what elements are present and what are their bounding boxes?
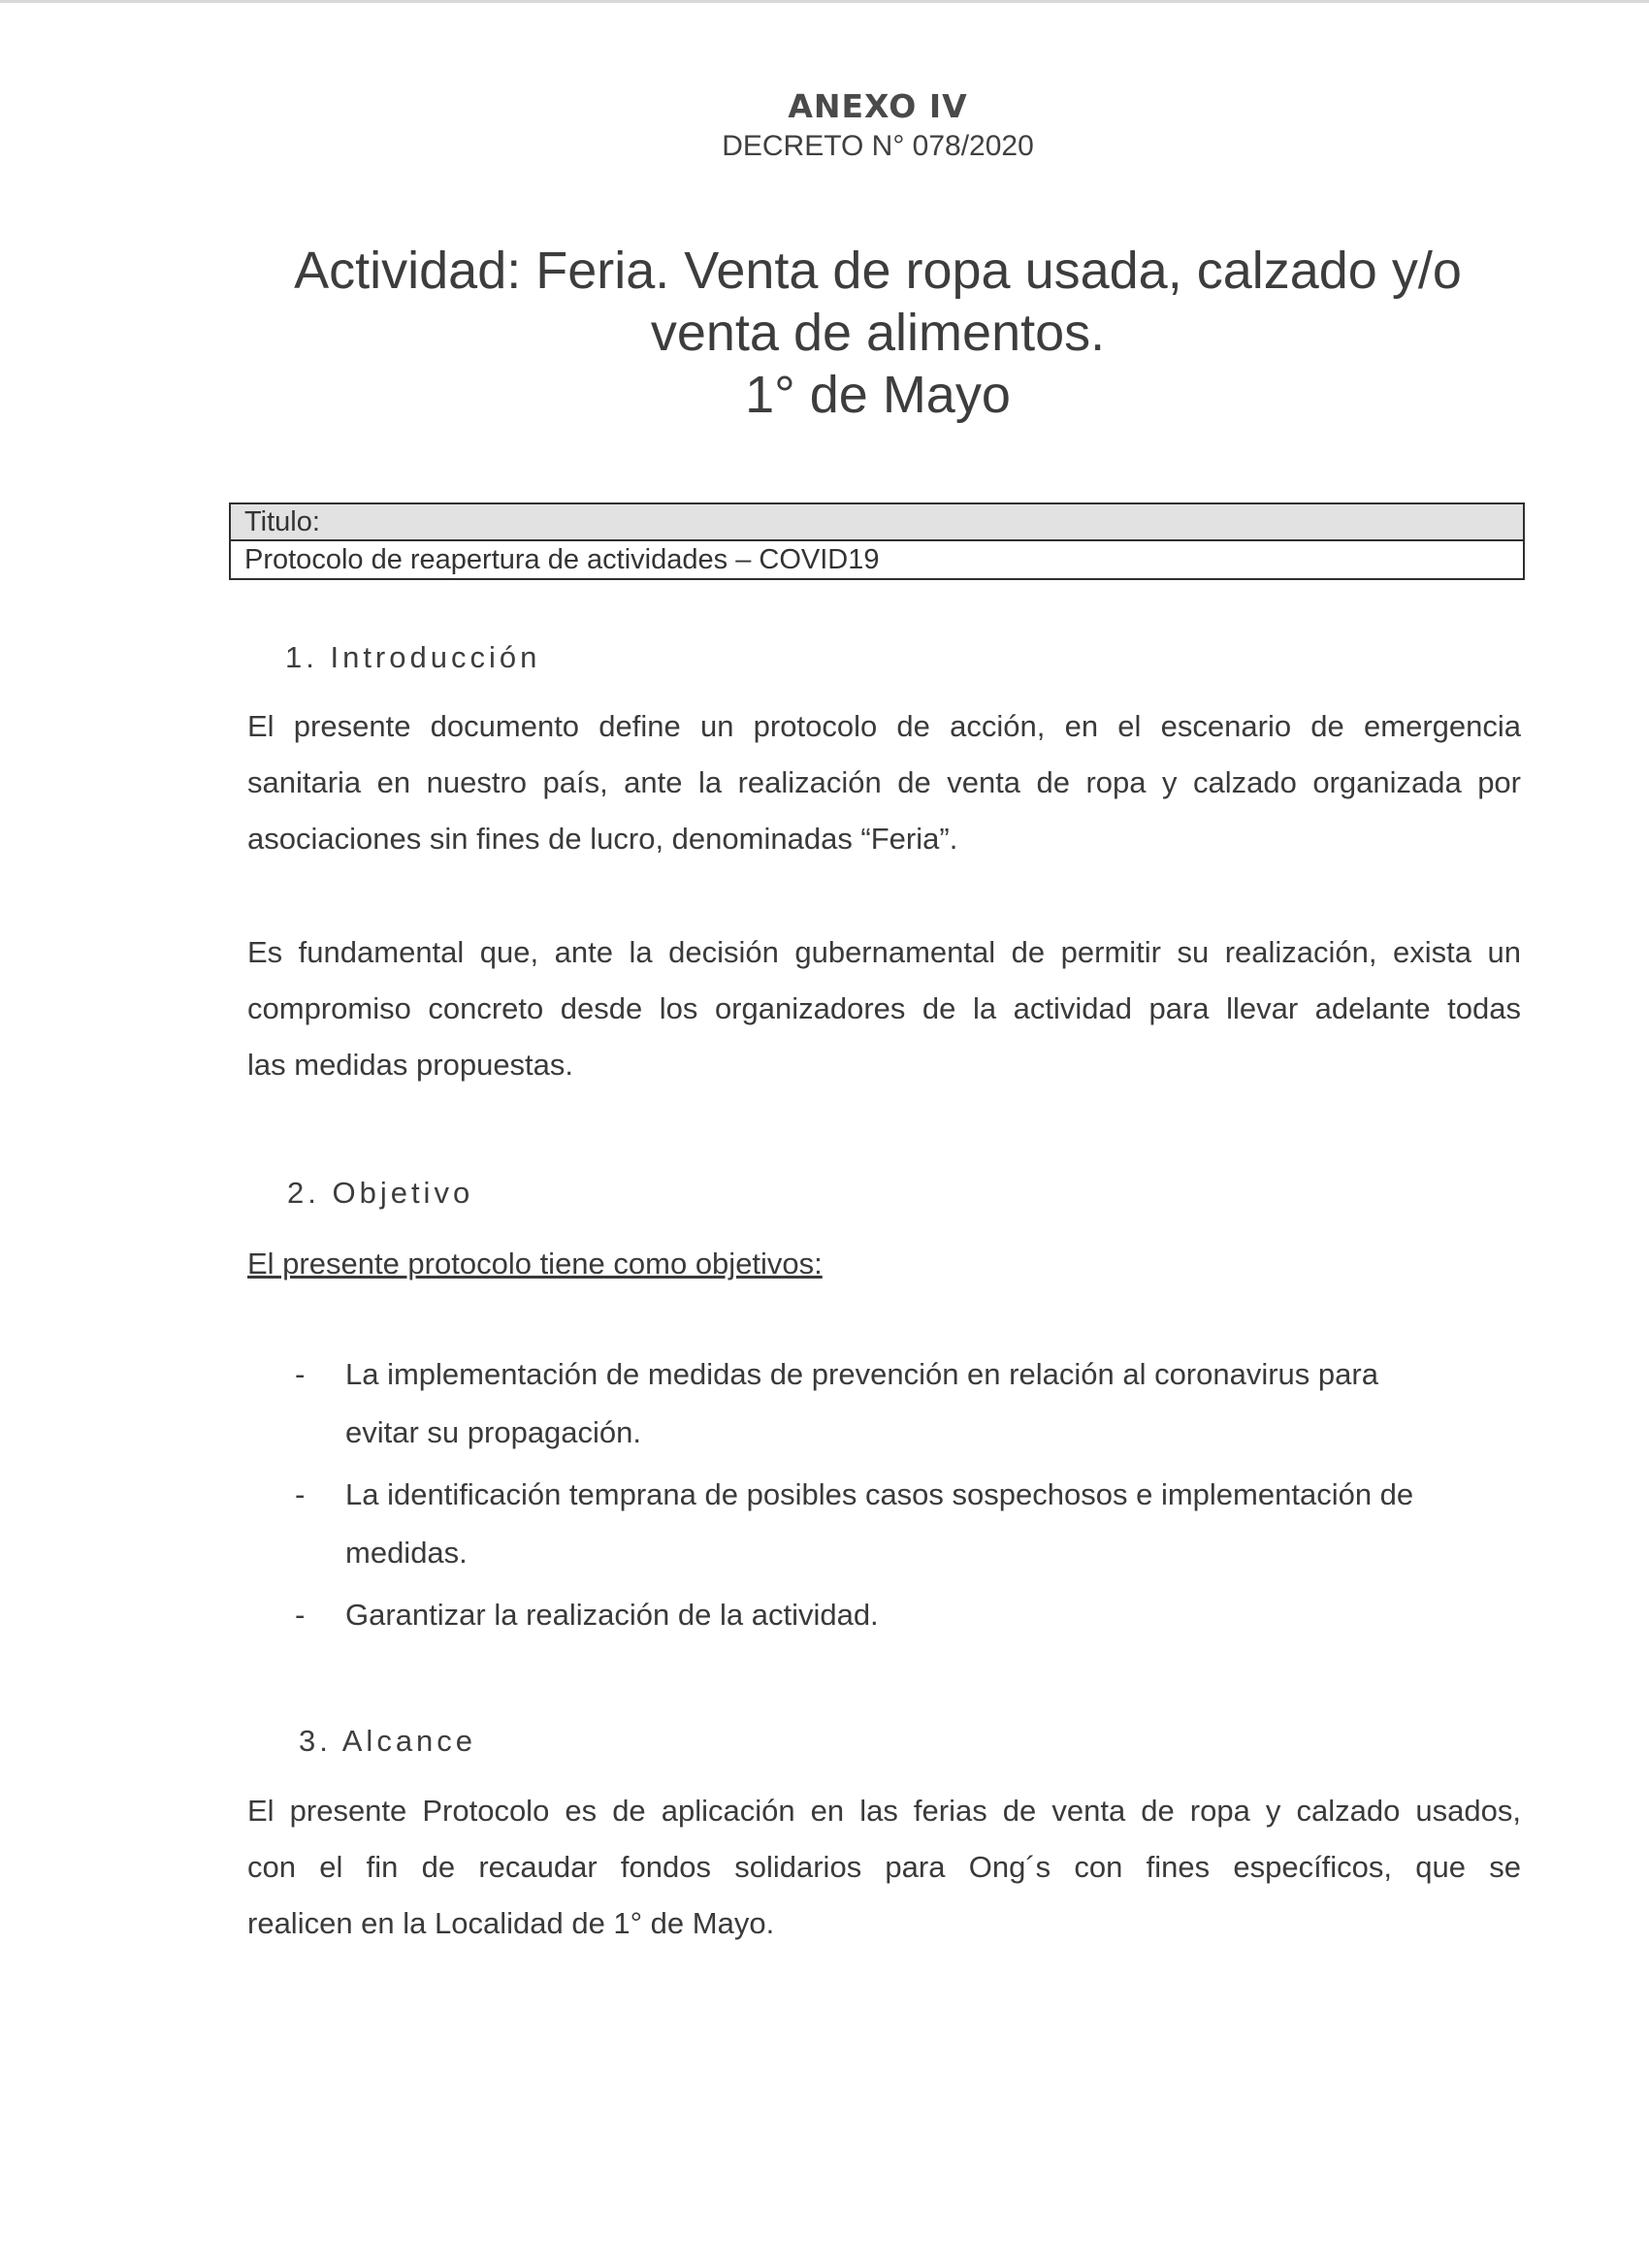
section-heading-alcance: 3. Alcance: [299, 1724, 477, 1758]
objetivo-list: [291, 1345, 1521, 1648]
anexo-title: ANEXO IV: [788, 87, 968, 125]
dash-bullet: -: [295, 1598, 306, 1632]
list-item-line: La implementación de medidas de prevención en relación al coronavirus para: [345, 1357, 1378, 1391]
paragraph-line: El presente Protocolo es de aplicación en las ferias de venta de ropa y calzado usados,: [247, 1794, 1521, 1828]
section-heading-introduccion: 1. Introducción: [285, 640, 541, 674]
scan-edge: [0, 0, 1649, 3]
list-item: [291, 1586, 1521, 1644]
list-item: [291, 1466, 1521, 1582]
list-item-line: medidas.: [345, 1536, 468, 1570]
paragraph-line: El presente documento define un protocolo de acción, en el escenario de emergencia: [247, 709, 1521, 743]
intro-paragraph-2: [247, 924, 1521, 1093]
paragraph-line: las medidas propuestas.: [247, 1048, 574, 1082]
activity-title: [0, 240, 1649, 426]
paragraph-line: con el fin de recaudar fondos solidarios para Ong´s con fines específicos, que se: [247, 1850, 1521, 1884]
activity-title-line-3: 1° de Mayo: [745, 366, 1011, 424]
document-header: [0, 85, 1649, 165]
paragraph-line: realicen en la Localidad de 1° de Mayo.: [247, 1906, 775, 1940]
list-item-line: La identificación temprana de posibles casos sospechosos e implementación de: [345, 1477, 1414, 1511]
paragraph-line: Es fundamental que, ante la decisión gubernamental de permitir su realización, exista un: [247, 935, 1521, 969]
list-item: [291, 1345, 1521, 1462]
section-heading-objetivo: 2. Objetivo: [287, 1176, 474, 1210]
activity-title-line-2: venta de alimentos.: [650, 304, 1106, 362]
list-item-line: Garantizar la realización de la actividad.: [345, 1598, 879, 1632]
objetivo-subheading: El presente protocolo tiene como objetivos:: [247, 1247, 823, 1280]
paragraph-line: compromiso concreto desde los organizadores de la actividad para llevar adelante todas: [247, 991, 1521, 1025]
dash-bullet: -: [295, 1477, 306, 1511]
title-box: [229, 502, 1525, 580]
alcance-paragraph: [247, 1783, 1521, 1952]
list-item-line: evitar su propagación.: [345, 1415, 642, 1449]
title-box-label: Titulo:: [231, 504, 1523, 541]
intro-paragraph-1: [247, 698, 1521, 867]
dash-bullet: -: [295, 1357, 306, 1391]
decreto-number: DECRETO N° 078/2020: [722, 130, 1034, 162]
paragraph-line: sanitaria en nuestro país, ante la realización de venta de ropa y calzado organizada por: [247, 765, 1521, 799]
activity-title-line-1: Actividad: Feria. Venta de ropa usada, calzado y/o: [294, 242, 1462, 300]
title-box-value: Protocolo de reapertura de actividades – COVID19: [244, 544, 880, 575]
paragraph-line: asociaciones sin fines de lucro, denominadas “Feria”.: [247, 822, 958, 856]
